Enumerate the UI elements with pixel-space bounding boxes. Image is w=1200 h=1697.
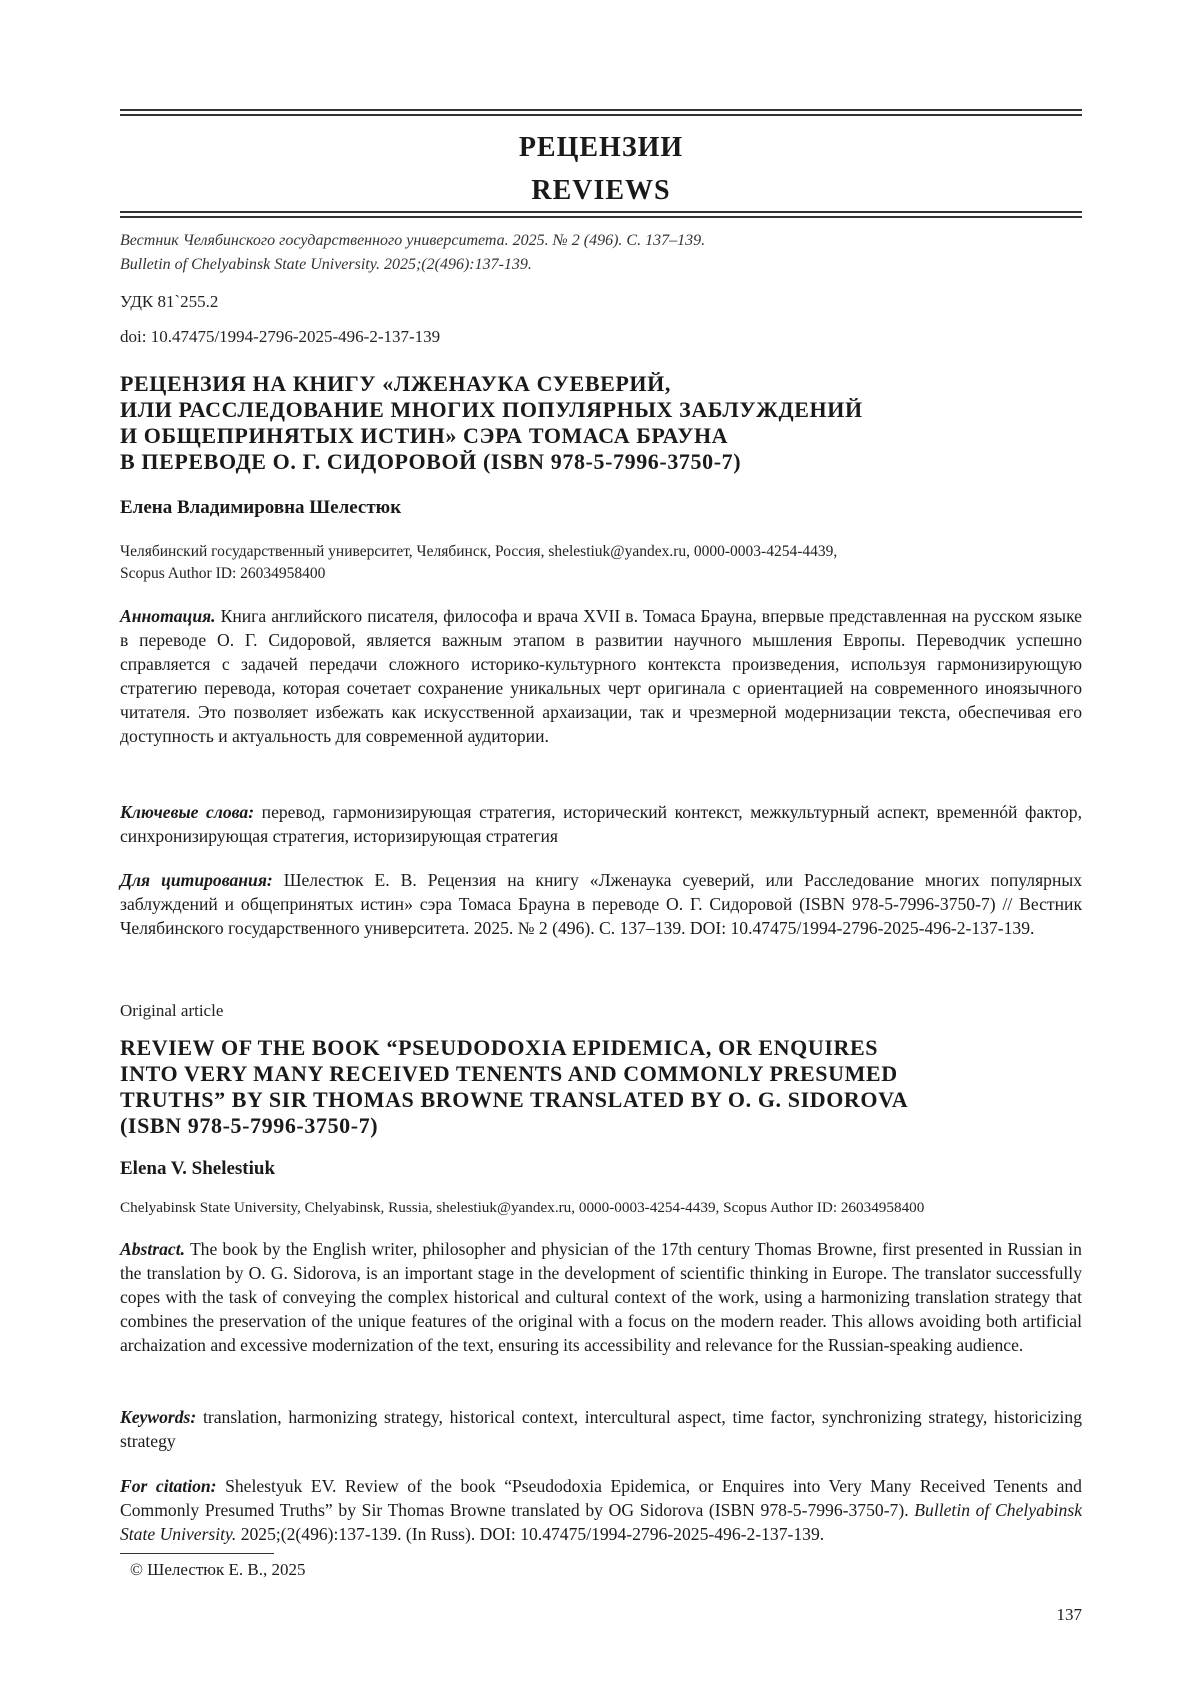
keywords-en xyxy=(120,1405,1082,1453)
section-title-ru: РЕЦЕНЗИИ xyxy=(518,132,684,163)
keywords-text: перевод, гармонизирующая стратегия, исторический контекст, межкультурный аспект, временнóй фактор, синхронизирующая стратегия, историзирующая стратегия xyxy=(120,802,1082,846)
header-bottom-rule xyxy=(120,211,1082,218)
article-title-en xyxy=(120,1035,1082,1139)
citation-ru xyxy=(120,868,1082,940)
affiliation-line: Челябинский государственный университет, Челябинск, Россия, shelestiuk@yandex.ru, 0000-0003-4254-4439, xyxy=(120,543,838,560)
abstract-text: Книга английского писателя, философа и врача XVII в. Томаса Брауна, впервые представленная на русском языке в переводе О. Г. Сидоровой, является важным этапом в развитии научного мышления Европы. Переводчик успешно справляется с задачей передачи сложного историко-культурного контекста произведения, используя гармонизирующую стратегию перевода, которая сочетает сохранение уникальных черт оригинала с ориентацией на современного иноязычного читателя. Это позволяет избежать как искусственной архаизации, так и чрезмерной модернизации текста, обеспечивая его доступность и актуальность для современной аудитории. xyxy=(120,606,1082,746)
doi: doi: 10.47475/1994-2796-2025-496-2-137-139 xyxy=(120,327,441,346)
journal-reference-ru: Вестник Челябинского государственного университета. 2025. № 2 (496). С. 137–139. xyxy=(120,232,706,249)
citation-text: Shelestyuk EV. Review of the book “Pseudodoxia Epidemica, or Enquires into Very Many Received Tenents and Commonly Presumed Truths” by Sir Thomas Browne translated by OG Sidorova (ISBN 978-5-7996-3750-7). xyxy=(120,1476,1082,1520)
abstract-label: Abstract. xyxy=(120,1239,186,1259)
citation-label: Для цитирования: xyxy=(120,870,273,890)
udc-code: УДК 81`255.2 xyxy=(120,292,219,311)
abstract-label: Аннотация. xyxy=(120,606,216,626)
section-title-en: REVIEWS xyxy=(531,175,671,206)
keywords-label: Keywords: xyxy=(120,1407,197,1427)
title-line: INTO VERY MANY RECEIVED TENENTS AND COMMONLY PRESUMED xyxy=(120,1061,898,1086)
footnote-rule xyxy=(120,1553,274,1554)
citation-en xyxy=(120,1474,1082,1546)
keywords-text: translation, harmonizing strategy, historical context, intercultural aspect, time factor, synchronizing strategy, historicizing strategy xyxy=(120,1407,1083,1451)
author-en: Elena V. Shelestiuk xyxy=(120,1158,276,1179)
abstract-text: The book by the English writer, philosopher and physician of the 17th century Thomas Browne, first presented in Russian in the translation by O. G. Sidorova, is an important stage in the development of scientific thinking in Europe. The translator successfully copes with the task of conveying the complex historical and cultural context of the work, using a harmonizing translation strategy that combines the preservation of the unique features of the original with a focus on the modern reader. This allows avoiding both artificial archaization and excessive modernization of the text, ensuring its accessibility and relevance for the Russian-speaking audience. xyxy=(120,1239,1082,1355)
title-line: В ПЕРЕВОДЕ О. Г. СИДОРОВОЙ (ISBN 978-5-7996-3750-7) xyxy=(120,449,742,474)
affiliation-en: Chelyabinsk State University, Chelyabinsk, Russia, shelestiuk@yandex.ru, 0000-0003-4254-4439, Scopus Author ID: 26034958400 xyxy=(120,1199,925,1216)
title-line: И ОБЩЕПРИНЯТЫХ ИСТИН» СЭРА ТОМАСА БРАУНА xyxy=(120,423,729,448)
abstract-en xyxy=(120,1237,1082,1357)
article-title-ru xyxy=(120,371,1082,475)
header-top-rule xyxy=(120,109,1082,116)
title-line: TRUTHS” BY SIR THOMAS BROWNE TRANSLATED BY O. G. SIDOROVA xyxy=(120,1087,909,1112)
keywords-ru xyxy=(120,800,1082,848)
keywords-label: Ключевые слова: xyxy=(120,802,255,822)
author-ru: Елена Владимировна Шелестюк xyxy=(120,497,402,518)
title-line: РЕЦЕНЗИЯ НА КНИГУ «ЛЖЕНАУКА СУЕВЕРИЙ, xyxy=(120,371,671,396)
abstract-ru xyxy=(120,604,1082,748)
page-number: 137 xyxy=(1056,1605,1082,1624)
affiliation-line: Scopus Author ID: 26034958400 xyxy=(120,565,326,582)
journal-reference-en: Bulletin of Chelyabinsk State University. 2025;(2(496):137-139. xyxy=(120,256,532,273)
citation-text-tail: 2025;(2(496):137-139. (In Russ). DOI: 10.47475/1994-2796-2025-496-2-137-139. xyxy=(240,1524,825,1544)
copyright: © Шелестюк Е. В., 2025 xyxy=(130,1560,306,1579)
article-type: Original article xyxy=(120,1001,224,1020)
title-line: REVIEW OF THE BOOK “PSEUDODOXIA EPIDEMICA, OR ENQUIRES xyxy=(120,1035,879,1060)
affiliation-ru xyxy=(120,541,1082,585)
citation-label: For citation: xyxy=(120,1476,217,1496)
citation-text: Шелестюк Е. В. Рецензия на книгу «Лженаука суеверий, или Расследование многих популярных заблуждений и общепринятых истин» сэра Томаса Брауна в переводе О. Г. Сидоровой (ISBN 978-5-7996-3750-7) // Вестник Челябинского государственного университета. 2025. № 2 (496). С. 137–139. DOI: 10.47475/1994-2796-2025-496-2-137-139. xyxy=(120,870,1082,938)
title-line: (ISBN 978-5-7996-3750-7) xyxy=(120,1113,379,1138)
title-line: ИЛИ РАССЛЕДОВАНИЕ МНОГИХ ПОПУЛЯРНЫХ ЗАБЛУЖДЕНИЙ xyxy=(120,397,863,422)
citation-journal: Bulletin of Chelyabinsk State University. xyxy=(120,1500,1083,1544)
